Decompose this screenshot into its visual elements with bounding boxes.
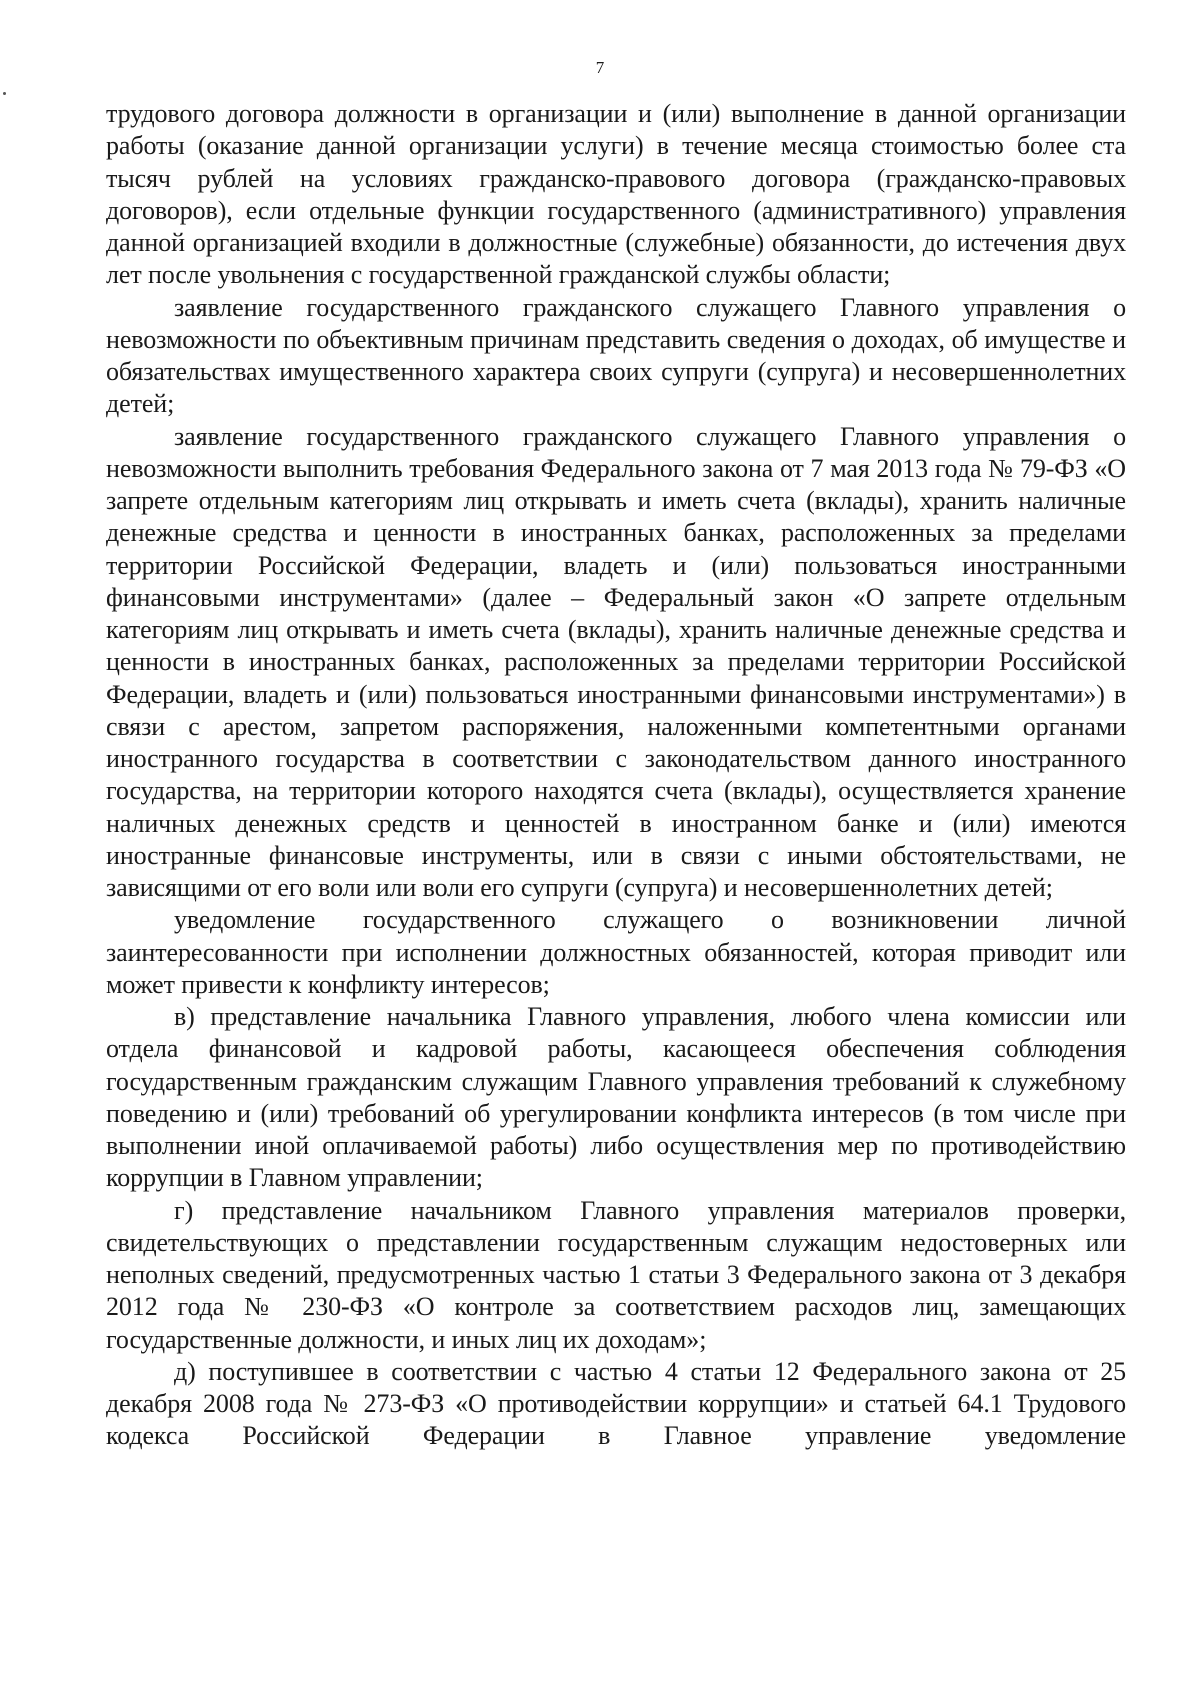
paragraph-item-v: в) представление начальника Главного управления, любого члена комиссии или отдела финансовой и кадровой работы, касающееся обеспечения соблюдения государственным гражданским служащим Главного управления требований к служебному поведению и (или) требований об урегулировании конфликта интересов (в том числе при выполнении иной оплачиваемой работы) либо осуществления мер по противодействию коррупции в Главном управлении;: [106, 1002, 1126, 1193]
paragraph-statement-foreign-accounts: заявление государственного гражданского служащего Главного управления о невозможности выполнить требования Федерального закона от 7 мая 2013 года № 79-ФЗ «О запрете отдельным категориям лиц открывать и иметь счета (вклады), хранить наличные денежные средства и ценности в иностранных банках, расположенных за пределами территории Российской Федерации, владеть и (или) пользоваться иностранными финансовыми инструментами» (далее – Федеральный закон «О запрете отдельным категориям лиц открывать и иметь счета (вклады), хранить наличные денежные средства и ценности в иностранных банках, расположенных за пределами территории Российской Федерации, владеть и (или) пользоваться иностранными финансовыми инструментами») в связи с арестом, запретом распоряжения, наложенными компетентными органами иностранного государства в соответствии с законодательством данного иностранного государства, на территории которого находятся счета (вклады), осуществляется хранение наличных денежных средств и ценностей в иностранном банке и (или) имеются иностранные финансовые инструменты, или в связи с иными обстоятельствами, не зависящими от его воли или воли его супруги (супруга) и несовершеннолетних детей;: [106, 421, 1126, 902]
paragraph-continuation: трудового договора должности в организации и (или) выполнение в данной организации работы (оказание данной организации услуги) в течение месяца стоимостью более ста тысяч рублей на условиях гражданско-правового договора (гражданско-правовых договоров), если отдельные функции государственного (административного) управления данной организацией входили в должностные (служебные) обязанности, до истечения двух лет после увольнения с государственной гражданской службы области;: [106, 99, 1126, 290]
scan-speck: [3, 92, 6, 95]
document-body: [106, 98, 1126, 1453]
paragraph-statement-income-impossibility: заявление государственного гражданского служащего Главного управления о невозможности по объективным причинам представить сведения о доходах, об имуществе и обязательствах имущественного характера своих супруги (супруга) и несовершеннолетних детей;: [106, 292, 1126, 419]
paragraph-notification-conflict-of-interest: уведомление государственного служащего о возникновении личной заинтересованности при исполнении должностных обязанностей, которая приводит или может привести к конфликту интересов;: [106, 905, 1126, 999]
page-number: 7: [595, 58, 605, 77]
paragraph-item-g: г) представление начальником Главного управления материалов проверки, свидетельствующих о представлении государственным служащим недостоверных или неполных сведений, предусмотренных частью 1 статьи 3 Федерального закона от 3 декабря 2012 года № 230-ФЗ «О контроле за соответствием расходов лиц, замещающих государственные должности, и иных лиц их доходам»;: [106, 1195, 1126, 1354]
paragraph-item-d: д) поступившее в соответствии с частью 4 статьи 12 Федерального закона от 25 декабря 2008 года № 273-ФЗ «О противодействии коррупции» и статьей 64.1 Трудового кодекса Российской Федерации в Главное управление уведомление: [106, 1356, 1126, 1451]
